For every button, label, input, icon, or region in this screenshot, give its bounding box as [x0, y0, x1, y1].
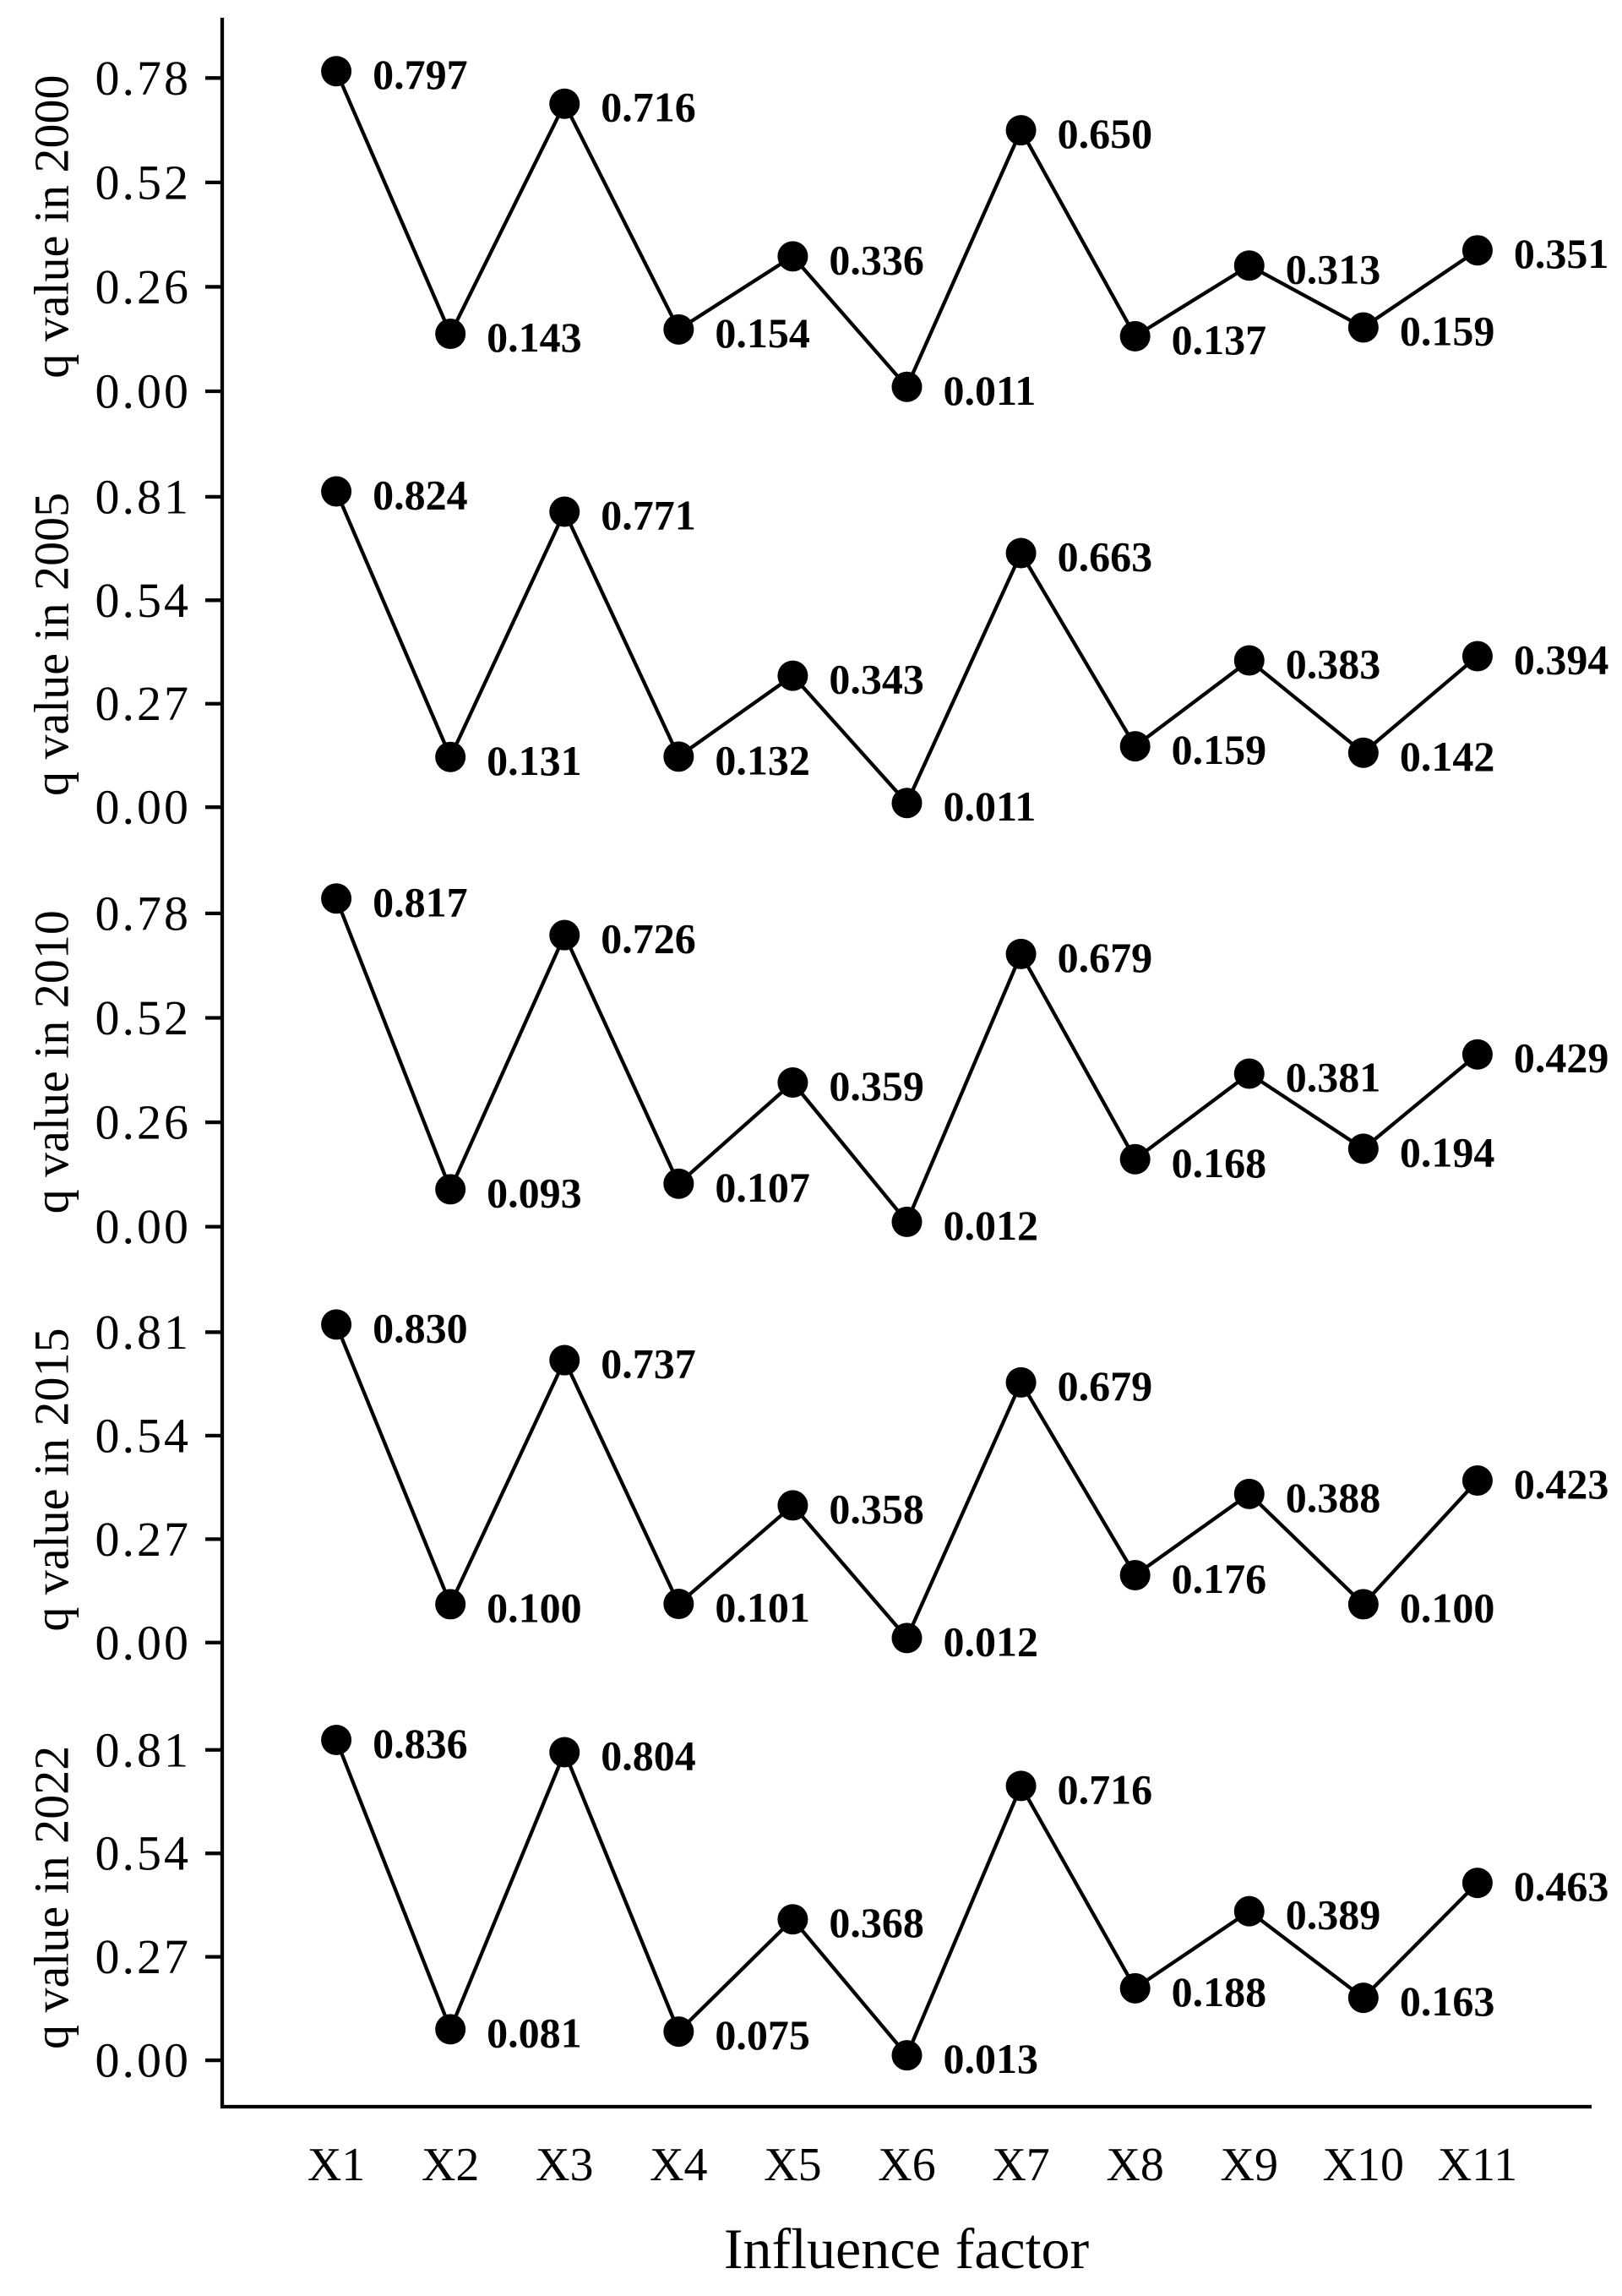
data-point — [549, 89, 580, 119]
data-point — [1006, 538, 1037, 569]
data-label: 0.423 — [1513, 1459, 1609, 1508]
data-label: 0.159 — [1171, 726, 1267, 774]
data-label: 0.429 — [1513, 1033, 1609, 1082]
data-point — [1348, 312, 1379, 342]
data-label: 0.771 — [601, 491, 696, 539]
y-tick-label: 0.81 — [95, 1722, 191, 1778]
x-tick-label: X1 — [307, 2139, 366, 2191]
y-tick-label: 0.54 — [95, 1408, 191, 1464]
y-tick-label: 0.81 — [95, 469, 191, 525]
data-point — [549, 920, 580, 951]
y-axis-title: q value in 2010 — [24, 910, 79, 1214]
y-tick-label: 0.52 — [95, 155, 191, 210]
data-label: 0.163 — [1399, 1977, 1495, 2026]
data-point — [777, 1904, 808, 1934]
data-point — [321, 1725, 351, 1755]
data-point — [1120, 1560, 1151, 1590]
data-label: 0.188 — [1171, 1967, 1267, 2015]
data-label: 0.804 — [601, 1732, 696, 1780]
data-label: 0.388 — [1285, 1473, 1381, 1521]
x-tick-label: X9 — [1220, 2139, 1278, 2191]
x-axis-title: Influence factor — [723, 2217, 1090, 2281]
y-tick-label: 0.27 — [95, 1511, 191, 1567]
data-label: 0.836 — [373, 1719, 468, 1767]
data-point — [1006, 1770, 1037, 1801]
data-point — [892, 1622, 923, 1653]
data-label: 0.143 — [487, 314, 582, 362]
x-tick-label: X10 — [1322, 2139, 1405, 2191]
data-point — [1234, 250, 1265, 281]
data-label: 0.351 — [1513, 230, 1609, 278]
data-label: 0.716 — [601, 83, 696, 131]
data-label: 0.131 — [487, 736, 582, 784]
data-point — [435, 1589, 465, 1619]
data-point — [1348, 738, 1379, 768]
data-point — [1234, 1059, 1265, 1089]
data-point — [1120, 1144, 1151, 1175]
data-label: 0.132 — [715, 736, 810, 784]
data-label: 0.107 — [715, 1163, 810, 1211]
data-point — [1462, 1039, 1493, 1070]
data-label: 0.368 — [829, 1899, 924, 1947]
x-tick-label: X5 — [764, 2139, 822, 2191]
y-axis-title: q value in 2015 — [24, 1328, 79, 1632]
data-point — [663, 1589, 694, 1619]
data-point — [663, 741, 694, 772]
data-point — [1462, 235, 1493, 265]
data-label: 0.159 — [1399, 307, 1495, 355]
data-point — [1462, 1868, 1493, 1898]
data-point — [321, 56, 351, 86]
data-point — [1120, 731, 1151, 761]
data-label: 0.168 — [1171, 1138, 1267, 1186]
y-axis-title: q value in 2022 — [24, 1745, 79, 2049]
x-tick-label: X11 — [1437, 2139, 1518, 2191]
data-label: 0.463 — [1513, 1862, 1609, 1911]
data-point — [1348, 1133, 1379, 1164]
y-tick-label: 0.54 — [95, 572, 191, 628]
data-label: 0.154 — [715, 308, 810, 357]
data-point — [549, 1345, 580, 1376]
data-point — [892, 788, 923, 818]
data-label: 0.012 — [943, 1617, 1038, 1666]
data-label: 0.343 — [829, 655, 924, 703]
data-label: 0.137 — [1171, 315, 1267, 363]
data-point — [435, 742, 465, 772]
data-point — [663, 2016, 694, 2047]
y-tick-label: 0.00 — [95, 1615, 191, 1671]
x-tick-label: X7 — [992, 2139, 1050, 2191]
data-point — [892, 372, 923, 402]
data-label: 0.358 — [829, 1485, 924, 1533]
data-point — [549, 497, 580, 527]
data-label: 0.726 — [601, 914, 696, 963]
data-label: 0.830 — [373, 1304, 468, 1352]
data-point — [1234, 645, 1265, 675]
data-point — [1234, 1896, 1265, 1927]
data-point — [1348, 1982, 1379, 2013]
data-label: 0.797 — [373, 51, 468, 99]
data-label: 0.013 — [943, 2035, 1038, 2083]
data-point — [435, 1174, 465, 1204]
y-tick-label: 0.00 — [95, 1199, 191, 1255]
data-label: 0.012 — [943, 1201, 1038, 1249]
data-point — [1462, 1465, 1493, 1496]
data-label: 0.011 — [943, 783, 1037, 831]
data-label: 0.093 — [487, 1169, 582, 1217]
data-point — [777, 1067, 808, 1098]
data-label: 0.679 — [1057, 1361, 1153, 1410]
data-label: 0.100 — [487, 1584, 582, 1632]
y-tick-label: 0.52 — [95, 990, 191, 1045]
data-point — [1348, 1589, 1379, 1619]
data-label: 0.194 — [1399, 1128, 1495, 1176]
data-label: 0.817 — [373, 878, 468, 926]
data-point — [321, 1309, 351, 1339]
data-point — [321, 883, 351, 913]
data-label: 0.176 — [1171, 1554, 1267, 1602]
data-label: 0.011 — [943, 366, 1037, 414]
y-tick-label: 0.78 — [95, 50, 191, 106]
y-axis-title: q value in 2000 — [24, 74, 79, 379]
y-tick-label: 0.27 — [95, 676, 191, 732]
x-tick-label: X2 — [421, 2139, 480, 2191]
data-point — [1006, 115, 1037, 145]
y-tick-label: 0.78 — [95, 886, 191, 941]
data-label: 0.313 — [1285, 245, 1381, 293]
data-point — [1120, 321, 1151, 352]
data-point — [1006, 939, 1037, 969]
data-point — [435, 2014, 465, 2044]
data-point — [892, 2040, 923, 2070]
data-label: 0.663 — [1057, 532, 1153, 581]
x-tick-label: X3 — [536, 2139, 594, 2191]
data-point — [777, 241, 808, 271]
data-point — [1462, 641, 1493, 672]
data-label: 0.081 — [487, 2009, 582, 2057]
data-point — [435, 319, 465, 349]
data-point — [663, 1169, 694, 1199]
data-point — [1120, 1973, 1151, 2004]
y-axis-title: q value in 2005 — [24, 492, 79, 797]
data-label: 0.389 — [1285, 1890, 1381, 1939]
data-label: 0.359 — [829, 1061, 924, 1110]
y-tick-label: 0.54 — [95, 1825, 191, 1881]
data-label: 0.142 — [1399, 732, 1495, 780]
data-label: 0.716 — [1057, 1765, 1153, 1813]
y-tick-label: 0.26 — [95, 1094, 191, 1150]
x-tick-label: X6 — [878, 2139, 936, 2191]
y-tick-label: 0.00 — [95, 363, 191, 419]
data-point — [892, 1207, 923, 1237]
data-label: 0.381 — [1285, 1053, 1381, 1101]
x-tick-label: X8 — [1106, 2139, 1164, 2191]
data-label: 0.737 — [601, 1339, 696, 1388]
data-point — [663, 314, 694, 345]
data-label: 0.383 — [1285, 640, 1381, 688]
y-tick-label: 0.27 — [95, 1929, 191, 1985]
data-label: 0.650 — [1057, 110, 1153, 158]
data-label: 0.824 — [373, 471, 468, 519]
data-point — [1006, 1367, 1037, 1398]
y-tick-label: 0.00 — [95, 779, 191, 835]
data-point — [1234, 1479, 1265, 1509]
data-label: 0.075 — [715, 2011, 810, 2059]
y-tick-label: 0.26 — [95, 259, 191, 314]
data-point — [321, 477, 351, 507]
y-tick-label: 0.00 — [95, 2032, 191, 2088]
y-tick-label: 0.81 — [95, 1304, 191, 1360]
data-label: 0.101 — [715, 1583, 810, 1631]
data-point — [549, 1737, 580, 1767]
data-label: 0.394 — [1513, 635, 1609, 684]
data-label: 0.100 — [1399, 1584, 1495, 1632]
data-point — [777, 661, 808, 691]
data-label: 0.336 — [829, 236, 924, 284]
data-point — [777, 1490, 808, 1520]
data-label: 0.679 — [1057, 933, 1153, 981]
x-tick-label: X4 — [650, 2139, 708, 2191]
